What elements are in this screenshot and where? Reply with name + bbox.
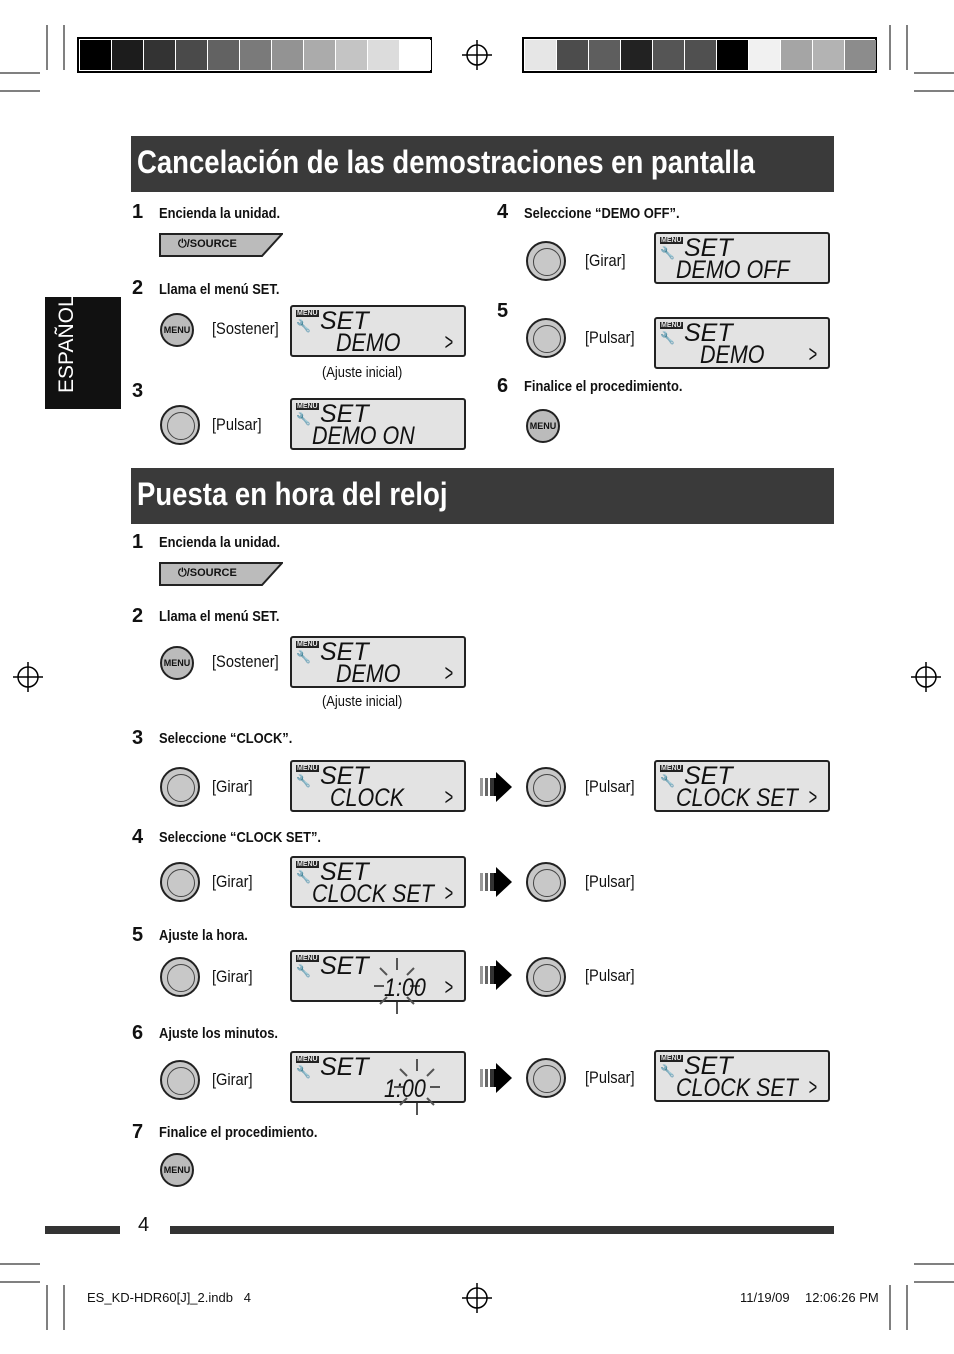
wrench-icon: 🔧 — [660, 1064, 675, 1078]
lcd-line1: SET — [320, 762, 369, 790]
color-swatch — [80, 40, 111, 70]
step-number: 1 — [132, 531, 144, 553]
step-number: 4 — [132, 826, 144, 848]
chevron-right-icon: > — [444, 329, 454, 356]
lcd-display — [654, 1050, 830, 1102]
action-label: [Girar] — [585, 251, 626, 270]
wrench-icon: 🔧 — [296, 412, 311, 426]
step-number: 5 — [497, 300, 509, 322]
lcd-line2: DEMO — [700, 341, 765, 369]
step-text: Seleccione “CLOCK SET”. — [159, 829, 322, 846]
menu-tag: MENU — [297, 641, 318, 648]
step-number: 7 — [132, 1121, 144, 1143]
step-text: Finalice el procedimiento. — [159, 1124, 318, 1141]
action-label: [Girar] — [212, 1070, 253, 1089]
action-label: [Sostener] — [212, 319, 279, 338]
control-dial[interactable] — [160, 405, 200, 445]
menu-button[interactable]: MENU — [160, 1153, 194, 1187]
color-swatch — [400, 40, 431, 70]
step-text: Llama el menú SET. — [159, 281, 280, 298]
action-label: [Pulsar] — [585, 1068, 635, 1087]
lcd-line1: SET — [320, 1053, 369, 1081]
color-swatch — [240, 40, 271, 70]
lcd-line2: 1:00 — [384, 1075, 426, 1103]
wrench-icon: 🔧 — [660, 246, 675, 260]
wrench-icon: 🔧 — [660, 331, 675, 345]
lcd-display — [654, 317, 830, 369]
menu-button[interactable]: MENU — [526, 409, 560, 443]
footer-rule-right — [170, 1226, 834, 1234]
lcd-display — [290, 398, 466, 450]
lcd-display — [290, 636, 466, 688]
lcd-display — [290, 305, 466, 357]
color-swatch — [589, 40, 620, 70]
step-number: 6 — [497, 375, 509, 397]
color-swatch — [749, 40, 780, 70]
chevron-right-icon: > — [808, 784, 818, 811]
lcd-line1: SET — [320, 400, 369, 428]
step-number: 6 — [132, 1022, 144, 1044]
step-text: Seleccione “DEMO OFF”. — [524, 205, 680, 222]
color-swatch — [557, 40, 588, 70]
print-time: 12:06:26 PM — [805, 1290, 879, 1305]
wrench-icon: 🔧 — [296, 964, 311, 978]
step-text: Llama el menú SET. — [159, 608, 280, 625]
power-source-label: ⏻/SOURCE — [178, 238, 237, 250]
footer-rule-left — [45, 1226, 120, 1234]
lcd-display — [290, 760, 466, 812]
action-label: [Pulsar] — [585, 328, 635, 347]
color-swatch — [845, 40, 876, 70]
control-dial[interactable] — [160, 957, 200, 997]
power-source-label: ⏻/SOURCE — [178, 567, 237, 579]
step-number: 2 — [132, 605, 144, 627]
print-date: 11/19/09 — [740, 1290, 790, 1305]
step-text: Finalice el procedimiento. — [524, 378, 683, 395]
chevron-right-icon: > — [808, 341, 818, 368]
lcd-line2: DEMO — [336, 660, 401, 688]
wrench-icon: 🔧 — [296, 1065, 311, 1079]
chevron-right-icon: > — [444, 784, 454, 811]
control-dial[interactable] — [526, 241, 566, 281]
color-swatch — [304, 40, 335, 70]
chevron-right-icon: > — [444, 660, 454, 687]
menu-button[interactable]: MENU — [160, 313, 194, 347]
lcd-line1: SET — [320, 638, 369, 666]
lcd-line1: SET — [320, 858, 369, 886]
chevron-right-icon: > — [808, 1074, 818, 1101]
step-number: 1 — [132, 201, 144, 223]
menu-tag: MENU — [661, 1055, 682, 1062]
action-label: [Girar] — [212, 777, 253, 796]
color-swatch — [813, 40, 844, 70]
control-dial[interactable] — [526, 957, 566, 997]
color-swatch — [525, 40, 556, 70]
initial-setting-note: (Ajuste inicial) — [322, 693, 403, 710]
control-dial[interactable] — [160, 1060, 200, 1100]
control-dial[interactable] — [160, 862, 200, 902]
lcd-line1: SET — [684, 234, 733, 262]
section-title-demo: Cancelación de las demostraciones en pantalla — [131, 136, 834, 192]
next-arrow-icon — [480, 865, 514, 899]
wrench-icon: 🔧 — [296, 774, 311, 788]
control-dial[interactable] — [526, 1058, 566, 1098]
wrench-icon: 🔧 — [296, 319, 311, 333]
lcd-line2: DEMO ON — [312, 422, 415, 450]
language-tab — [45, 297, 121, 409]
lcd-line1: SET — [684, 319, 733, 347]
color-swatch — [717, 40, 748, 70]
menu-tag: MENU — [297, 955, 318, 962]
color-swatch — [208, 40, 239, 70]
wrench-icon: 🔧 — [296, 870, 311, 884]
action-label: [Girar] — [212, 967, 253, 986]
action-label: [Girar] — [212, 872, 253, 891]
color-swatch — [176, 40, 207, 70]
lcd-line2: CLOCK SET — [676, 1074, 798, 1102]
lcd-display — [290, 950, 466, 1002]
action-label: [Sostener] — [212, 652, 279, 671]
step-number: 3 — [132, 727, 144, 749]
menu-tag: MENU — [297, 403, 318, 410]
control-dial[interactable] — [526, 767, 566, 807]
step-text: Seleccione “CLOCK”. — [159, 730, 293, 747]
menu-tag: MENU — [661, 322, 682, 329]
page-number: 4 — [138, 1214, 150, 1236]
step-text: Ajuste los minutos. — [159, 1025, 278, 1042]
lcd-display — [290, 1051, 466, 1103]
next-arrow-icon — [480, 1061, 514, 1095]
control-dial[interactable] — [526, 318, 566, 358]
lcd-line2: CLOCK — [330, 784, 405, 812]
menu-tag: MENU — [297, 765, 318, 772]
control-dial[interactable] — [160, 767, 200, 807]
chevron-right-icon: > — [444, 880, 454, 907]
color-swatch — [781, 40, 812, 70]
wrench-icon: 🔧 — [296, 650, 311, 664]
action-label: [Pulsar] — [585, 966, 635, 985]
step-text: Ajuste la hora. — [159, 927, 248, 944]
lcd-display — [290, 856, 466, 908]
color-swatch — [272, 40, 303, 70]
lcd-display — [654, 232, 830, 284]
menu-tag: MENU — [297, 861, 318, 868]
menu-tag: MENU — [661, 765, 682, 772]
next-arrow-icon — [480, 770, 514, 804]
color-swatch — [144, 40, 175, 70]
next-arrow-icon — [480, 958, 514, 992]
color-swatch — [112, 40, 143, 70]
action-label: [Pulsar] — [212, 415, 262, 434]
lcd-line2: DEMO OFF — [676, 256, 790, 284]
lcd-line1: SET — [320, 952, 369, 980]
color-swatch — [685, 40, 716, 70]
control-dial[interactable] — [526, 862, 566, 902]
action-label: [Pulsar] — [585, 777, 635, 796]
lcd-line2: DEMO — [336, 329, 401, 357]
step-number: 4 — [497, 201, 509, 223]
section-title-clock: Puesta en hora del reloj — [131, 468, 834, 524]
lcd-line2: CLOCK SET — [676, 784, 798, 812]
color-swatch — [653, 40, 684, 70]
menu-button[interactable]: MENU — [160, 646, 194, 680]
color-swatch — [621, 40, 652, 70]
step-text: Encienda la unidad. — [159, 534, 281, 551]
lcd-line2: 1:00 — [384, 974, 426, 1002]
lcd-display — [654, 760, 830, 812]
lcd-line2: CLOCK SET — [312, 880, 434, 908]
color-swatch — [336, 40, 367, 70]
action-label: [Pulsar] — [585, 872, 635, 891]
lcd-line1: SET — [320, 307, 369, 335]
menu-tag: MENU — [661, 237, 682, 244]
print-file-name: ES_KD-HDR60[J]_2.indb 4 — [87, 1290, 252, 1305]
lcd-line1: SET — [684, 762, 733, 790]
initial-setting-note: (Ajuste inicial) — [322, 364, 403, 381]
menu-tag: MENU — [297, 310, 318, 317]
step-number: 5 — [132, 924, 144, 946]
menu-tag: MENU — [297, 1056, 318, 1063]
step-number: 3 — [132, 380, 144, 402]
wrench-icon: 🔧 — [660, 774, 675, 788]
chevron-right-icon: > — [444, 974, 454, 1001]
language-tab-label: ESPAÑOL — [55, 295, 78, 393]
lcd-line1: SET — [684, 1052, 733, 1080]
step-number: 2 — [132, 277, 144, 299]
step-text: Encienda la unidad. — [159, 205, 281, 222]
color-swatch — [368, 40, 399, 70]
